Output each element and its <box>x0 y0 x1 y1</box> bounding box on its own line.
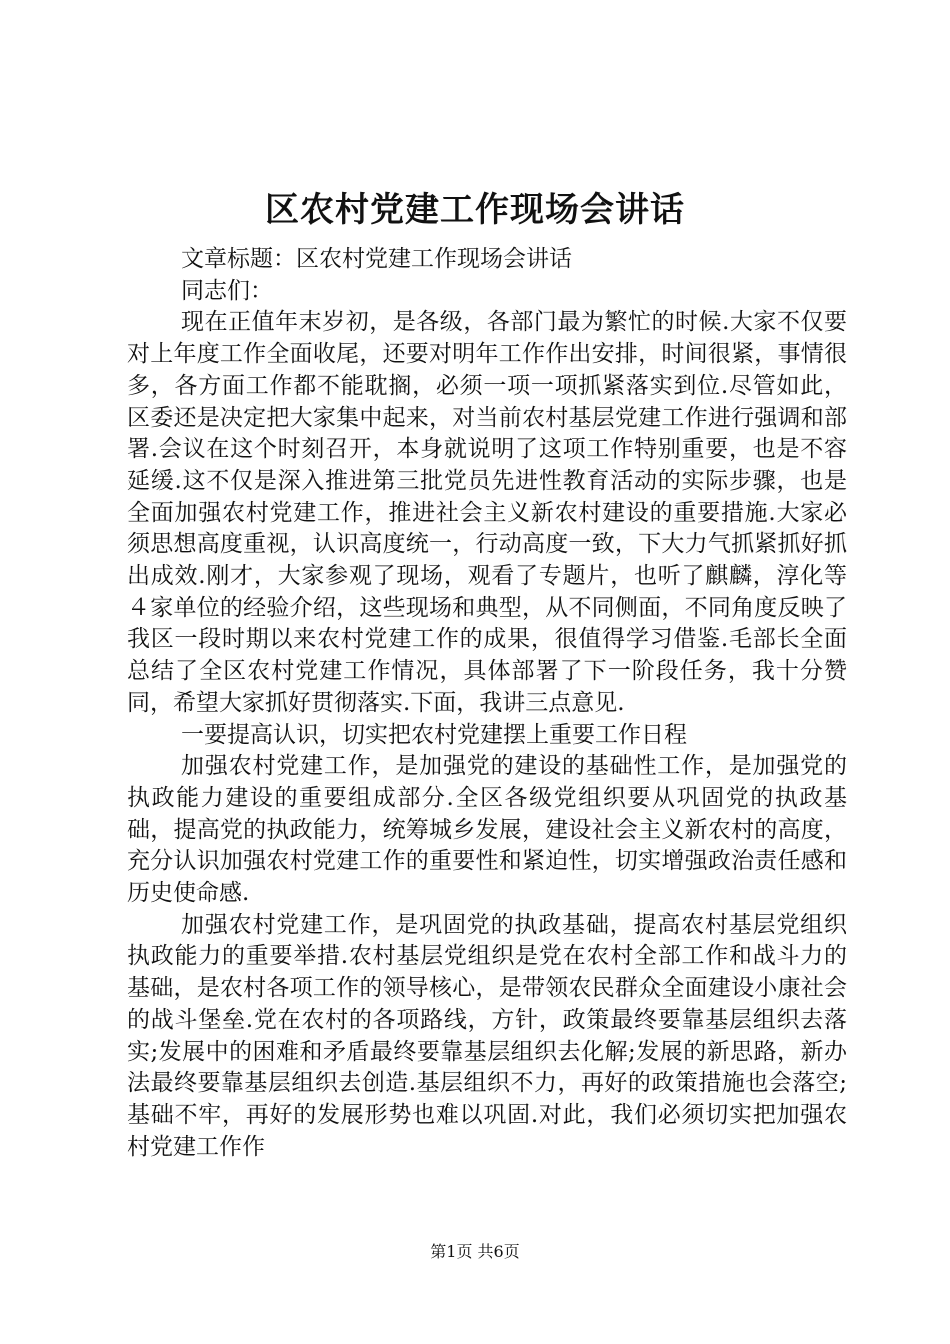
article-title-line: 文章标题：区农村党建工作现场会讲话 <box>181 246 573 272</box>
salutation: 同志们： <box>181 277 274 304</box>
document-body <box>127 244 847 1163</box>
paragraph: 加强农村党建工作，是加强党的建设的基础性工作，是加强党的执政能力建设的重要组成部分.全区各级党组织要从巩固党的执政基础，提高党的执政能力，统筹城乡发展，建设社会主义新农村的高度，充分认识加强农村党建工作的重要性和紧迫性，切实增强政治责任感和历史使命感. <box>127 753 847 907</box>
page-number-footer: 第1页 共6页 <box>430 1242 520 1261</box>
paragraph: 加强农村党建工作，是巩固党的执政基础，提高农村基层党组织执政能力的重要举措.农村基层党组织是党在农村全部工作和战斗力的基础，是农村各项工作的领导核心，是带领农民群众全面建设小康社会的战斗堡垒.党在农村的各项路线，方针，政策最终要靠基层组织去落实;发展中的困难和矛盾最终要靠基层组织去化解;发展的新思路，新办法最终要靠基层组织去创造.基层组织不力，再好的政策措施也会落空;基础不牢，再好的发展形势也难以巩固.对此，我们必须切实把加强农村党建工作作 <box>127 911 847 1160</box>
paragraph: 现在正值年末岁初，是各级，各部门最为繁忙的时候.大家不仅要对上年度工作全面收尾，还要对明年工作作出安排，时间很紧，事情很多，各方面工作都不能耽搁，必须一项一项抓紧落实到位.尽管如此，区委还是决定把大家集中起来，对当前农村基层党建工作进行强调和部署.会议在这个时刻召开，本身就说明了这项工作特别重要，也是不容延缓.这不仅是深入推进第三批党员先进性教育活动的实际步骤，也是全面加强农村党建工作，推进社会主义新农村建设的重要措施.大家必须思想高度重视，认识高度统一，行动高度一致，下大力气抓紧抓好抓出成效.刚才，大家参观了现场，观看了专题片，也听了麒麟，淳化等４家单位的经验介绍，这些现场和典型，从不同侧面，不同角度反映了我区一段时期以来农村党建工作的成果，很值得学习借鉴.毛部长全面总结了全区农村党建工作情况，具体部署了下一阶段任务，我十分赞同，希望大家抓好贯彻落实.下面，我讲三点意见. <box>127 309 847 716</box>
document-title: 区农村党建工作现场会讲话 <box>265 190 685 230</box>
section-heading: 一要提高认识，切实把农村党建摆上重要工作日程 <box>181 721 688 748</box>
